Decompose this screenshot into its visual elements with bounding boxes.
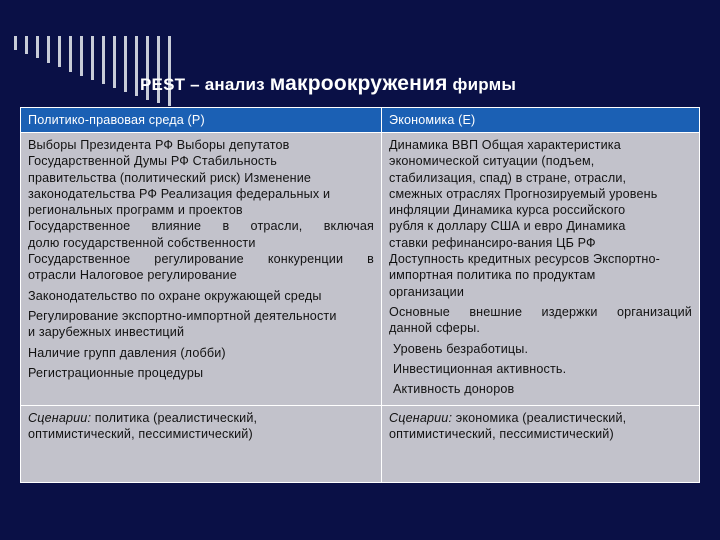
header-political — [21, 108, 382, 133]
political-line: региональных программ и проектов — [28, 203, 243, 218]
economic-line: рубля к доллару США и евро Динамика — [389, 219, 626, 234]
economic-line: стабилизация, спад) в стране, отрасли, — [389, 170, 627, 185]
political-factors-cell — [21, 133, 382, 406]
economic-line: Доступность кредитных ресурсов Экспортно- — [389, 252, 660, 267]
economic-line: экономической ситуации (подъем, — [389, 154, 595, 169]
political-line: отрасли Налоговое регулирование — [28, 268, 237, 283]
political-line: Государственное регулирование конкуренции в — [28, 252, 374, 267]
scenarios-row — [21, 406, 700, 483]
header-economic-label: Экономика (E) — [389, 112, 476, 127]
economic-line: Инвестиционная активность. — [393, 361, 567, 376]
economic-line: ставки рефинансиро-вания ЦБ РФ — [389, 235, 596, 250]
political-line: Государственное влияние в отрасли, включая — [28, 219, 374, 234]
economic-line: импортная политика по продуктам — [389, 268, 596, 283]
economic-line: Активность доноров — [393, 382, 515, 397]
slide-title — [140, 72, 516, 96]
economic-line: Основные внешние издержки организаций — [389, 304, 692, 319]
political-scenario-text: политика (реалистический, — [91, 411, 258, 425]
factors-row — [21, 133, 700, 406]
table-header-row — [21, 108, 700, 133]
political-line: Законодательство по охране окружающей среды — [28, 288, 322, 303]
title-main: макроокружения — [269, 72, 448, 95]
economic-scenario-text: экономика (реалистический, — [452, 411, 627, 425]
header-political-label: Политико-правовая среда (P) — [28, 112, 205, 127]
political-line: Регулирование экспортно-импортной деятельности — [28, 308, 337, 323]
political-line: долю государственной собственности — [28, 235, 256, 250]
economic-scenario-cell — [382, 406, 700, 483]
economic-line: данной сферы. — [389, 321, 480, 336]
political-scenario-text-2: оптимистический, пессимистический) — [28, 427, 253, 442]
scenario-label: Сценарии: — [389, 411, 453, 425]
political-line: Наличие групп давления (лобби) — [28, 345, 226, 360]
economic-factors-cell — [382, 133, 700, 406]
header-economic — [382, 108, 700, 133]
title-prefix: PEST – анализ — [140, 75, 265, 94]
title-suffix: фирмы — [452, 75, 517, 94]
economic-line: организации — [389, 284, 465, 299]
political-line: Регистрационные процедуры — [28, 365, 204, 380]
scenario-label: Сценарии: — [28, 411, 92, 425]
political-line: и зарубежных инвестиций — [28, 325, 185, 340]
political-line: законодательства РФ Реализация федеральных и — [28, 186, 331, 201]
pest-table — [20, 107, 700, 483]
economic-line: инфляции Динамика курса российского — [389, 203, 626, 218]
political-line: Выборы Президента РФ Выборы депутатов — [28, 138, 290, 152]
economic-scenario-text-2: оптимистический, пессимистический) — [389, 427, 614, 442]
economic-line: Динамика ВВП Общая характеристика — [389, 138, 621, 152]
economic-line: смежных отраслях Прогнозируемый уровень — [389, 186, 658, 201]
political-line: Государственной Думы РФ Стабильность — [28, 154, 277, 169]
political-scenario-cell — [21, 406, 382, 483]
political-line: правительства (политический риск) Изменение — [28, 170, 312, 185]
economic-line: Уровень безработицы. — [393, 341, 529, 356]
